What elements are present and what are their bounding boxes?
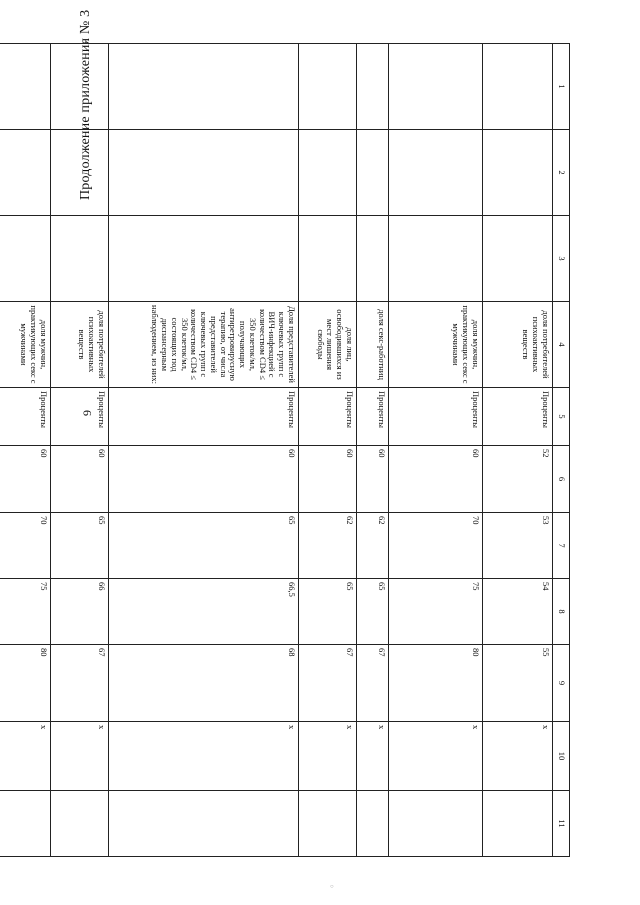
cell-col3 <box>0 216 51 302</box>
value-col9: 67 <box>51 645 109 722</box>
table-row <box>483 44 553 857</box>
cell-col11 <box>483 791 553 857</box>
cell-col1 <box>357 44 389 130</box>
cell-col2 <box>109 130 299 216</box>
value-col9: 55 <box>483 645 553 722</box>
cell-col2 <box>389 130 483 216</box>
value-col7: 53 <box>483 513 553 579</box>
cell-col3 <box>109 216 299 302</box>
value-col6: 60 <box>389 446 483 513</box>
value-col10: х <box>51 722 109 791</box>
cell-col11 <box>389 791 483 857</box>
value-col9: 80 <box>389 645 483 722</box>
value-col10: х <box>483 722 553 791</box>
cell-col11 <box>109 791 299 857</box>
indicators-table <box>0 43 570 857</box>
column-number: 7 <box>553 513 570 579</box>
value-col8: 75 <box>389 579 483 645</box>
value-col9: 67 <box>357 645 389 722</box>
value-col9: 67 <box>299 645 357 722</box>
cell-col1 <box>299 44 357 130</box>
value-col7: 65 <box>51 513 109 579</box>
unit-cell: Проценты <box>389 388 483 446</box>
column-number: 1 <box>553 44 570 130</box>
cell-col1 <box>109 44 299 130</box>
value-col8: 66,5 <box>109 579 299 645</box>
value-col10: х <box>0 722 51 791</box>
cell-col1 <box>0 44 51 130</box>
value-col8: 65 <box>299 579 357 645</box>
cell-col11 <box>0 791 51 857</box>
unit-cell: Проценты <box>357 388 389 446</box>
cell-col11 <box>357 791 389 857</box>
column-number: 2 <box>553 130 570 216</box>
value-col6: 60 <box>51 446 109 513</box>
table-row <box>51 44 109 857</box>
cell-col3 <box>51 216 109 302</box>
indicator-description: доля лиц, освободившихся из мест лишения свободы <box>299 302 357 388</box>
unit-cell: Проценты <box>51 388 109 446</box>
indicator-description: доля потребителей психоактивных веществ <box>51 302 109 388</box>
column-number: 5 <box>553 388 570 446</box>
indicator-description: доля мужчин, практикующих секс с мужчинами <box>389 302 483 388</box>
indicator-description: доля мужчин, практикующих секс с мужчинами <box>0 302 51 388</box>
cell-col1 <box>483 44 553 130</box>
value-col8: 66 <box>51 579 109 645</box>
unit-cell: Проценты <box>299 388 357 446</box>
indicator-description: Доля представителей ключевых групп с ВИЧ-инфекцией с количеством CD4 ≤ 350 клеток/мл, получающих антиретровирусную терапию, от числа представителей ключевых групп с количеством CD4 ≤ 350 клеток/мл, состоящих под диспансерным наблюдением, из них: <box>109 302 299 388</box>
column-number: 6 <box>553 446 570 513</box>
cell-col11 <box>51 791 109 857</box>
value-col8: 65 <box>357 579 389 645</box>
cell-col2 <box>299 130 357 216</box>
table-row <box>389 44 483 857</box>
cell-col1 <box>389 44 483 130</box>
column-number: 3 <box>553 216 570 302</box>
table-row <box>0 44 51 857</box>
column-number-row <box>553 44 570 857</box>
column-number: 10 <box>553 722 570 791</box>
value-col10: х <box>389 722 483 791</box>
footer-mark: ○ <box>330 884 334 890</box>
cell-col3 <box>483 216 553 302</box>
unit-cell: Проценты <box>0 388 51 446</box>
value-col7: 70 <box>0 513 51 579</box>
cell-col2 <box>357 130 389 216</box>
value-col6: 60 <box>109 446 299 513</box>
page-number: 9 <box>80 410 94 416</box>
value-col7: 65 <box>109 513 299 579</box>
cell-col1 <box>51 44 109 130</box>
value-col7: 62 <box>299 513 357 579</box>
unit-cell: Проценты <box>109 388 299 446</box>
indicator-description: доля потребителей психоактивных веществ <box>483 302 553 388</box>
indicator-description: доля секс-работниц <box>357 302 389 388</box>
cell-col3 <box>357 216 389 302</box>
table-row <box>109 44 299 857</box>
value-col10: х <box>299 722 357 791</box>
value-col6: 52 <box>483 446 553 513</box>
value-col9: 68 <box>109 645 299 722</box>
cell-col2 <box>0 130 51 216</box>
value-col8: 75 <box>0 579 51 645</box>
value-col8: 54 <box>483 579 553 645</box>
continuation-title: Продолжение приложения № 3 <box>78 9 93 200</box>
column-number: 8 <box>553 579 570 645</box>
value-col6: 60 <box>299 446 357 513</box>
value-col9: 80 <box>0 645 51 722</box>
table-row <box>299 44 357 857</box>
value-col6: 60 <box>0 446 51 513</box>
column-number: 9 <box>553 645 570 722</box>
cell-col3 <box>389 216 483 302</box>
column-number: 4 <box>553 302 570 388</box>
column-number: 11 <box>553 791 570 857</box>
value-col10: х <box>109 722 299 791</box>
cell-col2 <box>51 130 109 216</box>
unit-cell: Проценты <box>483 388 553 446</box>
value-col7: 70 <box>389 513 483 579</box>
cell-col11 <box>299 791 357 857</box>
value-col7: 62 <box>357 513 389 579</box>
table-row <box>357 44 389 857</box>
cell-col3 <box>299 216 357 302</box>
cell-col2 <box>483 130 553 216</box>
value-col6: 60 <box>357 446 389 513</box>
value-col10: х <box>357 722 389 791</box>
